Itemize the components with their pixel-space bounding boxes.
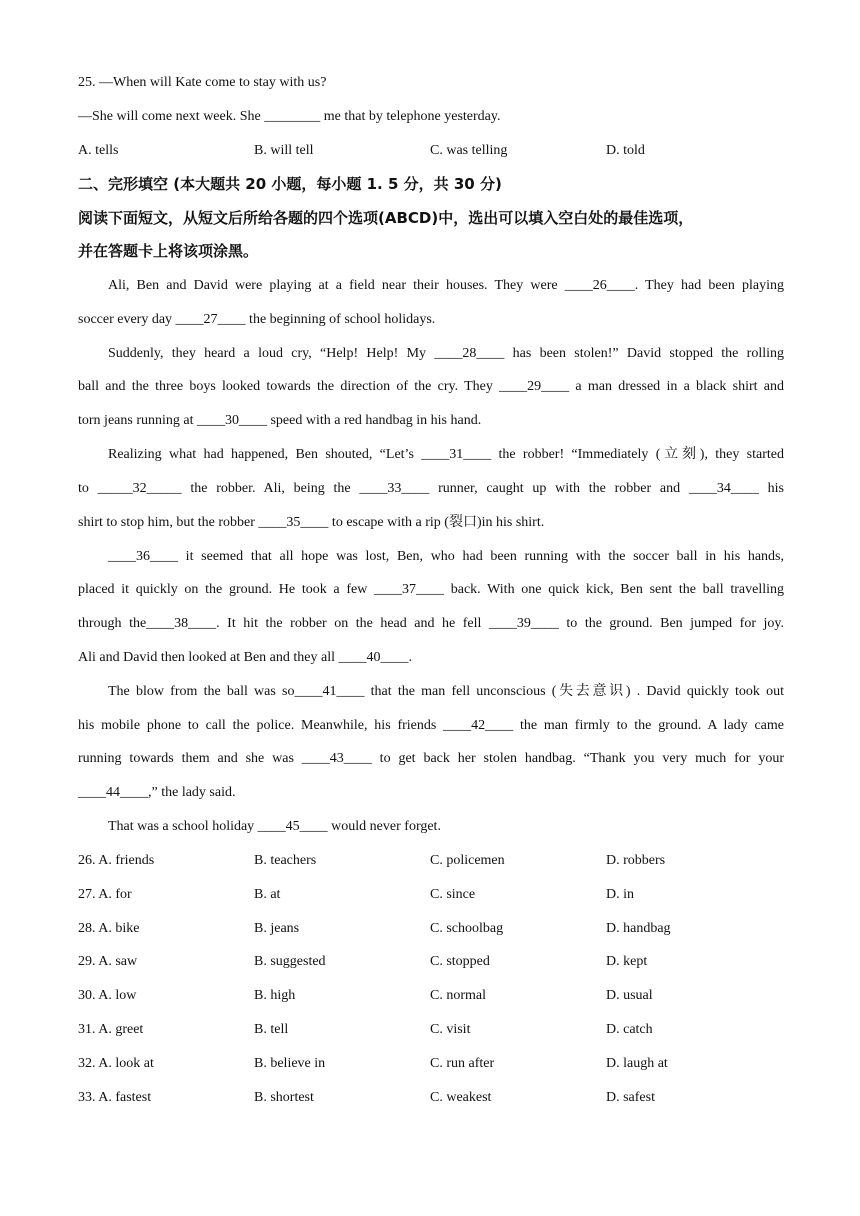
passage-line: That was a school holiday ____45____ would never forget.: [108, 819, 441, 834]
option-c: C. weakest: [430, 1090, 492, 1105]
q25-option-b: B. will tell: [254, 143, 314, 158]
option-b: B. believe in: [254, 1056, 326, 1071]
option-a: 26. A. friends: [78, 853, 155, 868]
option-d: D. catch: [606, 1022, 653, 1037]
option-b: B. tell: [254, 1022, 289, 1037]
passage-line: ball and the three boys looked towards the direction of the cry. They ____29____ a man dressed in a black shirt and: [78, 379, 784, 394]
q25-option-d: D. told: [606, 143, 645, 158]
option-a: 33. A. fastest: [78, 1090, 152, 1105]
option-b: B. teachers: [254, 853, 317, 868]
option-c: C. run after: [430, 1056, 495, 1071]
section-instruction-1: 阅读下面短文，从短文后所给各题的四个选项(ABCD)中，选出可以填入空白处的最佳选项，: [78, 209, 694, 227]
option-a: 29. A. saw: [78, 954, 138, 969]
option-d: D. robbers: [606, 853, 666, 868]
option-b: B. high: [254, 988, 296, 1003]
passage-line: Ali, Ben and David were playing at a field near their houses. They were ____26____. They had been playing: [108, 278, 784, 293]
passage-line: Ali and David then looked at Ben and they all ____40____.: [78, 650, 412, 665]
section-instruction-2: 并在答题卡上将该项涂黑。: [78, 242, 259, 260]
q25-option-a: A. tells: [78, 143, 119, 158]
passage-line: placed it quickly on the ground. He took a few ____37____ back. With one quick kick, Ben sent the ball travelling: [78, 582, 784, 597]
option-a: 31. A. greet: [78, 1022, 144, 1037]
option-a: 30. A. low: [78, 988, 137, 1003]
option-c: C. stopped: [430, 954, 490, 969]
option-b: B. suggested: [254, 954, 326, 969]
option-c: C. normal: [430, 988, 486, 1003]
passage-line: Suddenly, they heard a loud cry, “Help! Help! My ____28____ has been stolen!” David stopped the rolling: [108, 346, 784, 361]
passage-line: ____36____ it seemed that all hope was lost, Ben, who had been running with the soccer ball in his hands,: [108, 549, 784, 564]
option-a: 27. A. for: [78, 887, 132, 902]
option-d: D. usual: [606, 988, 653, 1003]
q25-line2: —She will come next week. She ________ me that by telephone yesterday.: [78, 109, 501, 124]
passage-line: running towards them and she was ____43____ to get back her stolen handbag. “Thank you very much for your: [78, 751, 784, 766]
passage-line: his mobile phone to call the police. Meanwhile, his friends ____42____ the man firmly to the ground. A lady came: [78, 718, 784, 733]
option-c: C. visit: [430, 1022, 471, 1037]
option-d: D. safest: [606, 1090, 655, 1105]
passage-line: The blow from the ball was so____41____ that the man fell unconscious (失去意识) . David quickly took out: [108, 684, 784, 699]
option-d: D. handbag: [606, 921, 671, 936]
passage-line: Realizing what had happened, Ben shouted, “Let’s ____31____ the robber! “Immediately (立刻), they started: [108, 447, 784, 462]
option-a: 32. A. look at: [78, 1056, 154, 1071]
option-d: D. kept: [606, 954, 648, 969]
option-c: C. schoolbag: [430, 921, 504, 936]
q25-option-c: C. was telling: [430, 143, 508, 158]
passage-line: to _____32_____ the robber. Ali, being the ____33____ runner, caught up with the robber and ____34____ his: [78, 481, 784, 496]
option-b: B. shortest: [254, 1090, 314, 1105]
option-b: B. jeans: [254, 921, 300, 936]
passage-line: soccer every day ____27____ the beginning of school holidays.: [78, 312, 436, 327]
option-c: C. policemen: [430, 853, 505, 868]
option-a: 28. A. bike: [78, 921, 140, 936]
passage-line: ____44____,” the lady said.: [78, 785, 236, 800]
option-d: D. laugh at: [606, 1056, 668, 1071]
passage-line: through the____38____. It hit the robber on the head and he fell ____39____ to the ground. Ben jumped for joy.: [78, 616, 784, 631]
option-b: B. at: [254, 887, 281, 902]
section-title: 二、完形填空 (本大题共 20 小题，每小题 1. 5 分，共 30 分): [78, 175, 502, 193]
passage-line: torn jeans running at ____30____ speed with a red handbag in his hand.: [78, 413, 482, 428]
passage-line: shirt to stop him, but the robber ____35____ to escape with a rip (裂口)in his shirt.: [78, 515, 545, 530]
q25-stem: 25. —When will Kate come to stay with us?: [78, 75, 327, 90]
option-d: D. in: [606, 887, 634, 902]
option-c: C. since: [430, 887, 476, 902]
